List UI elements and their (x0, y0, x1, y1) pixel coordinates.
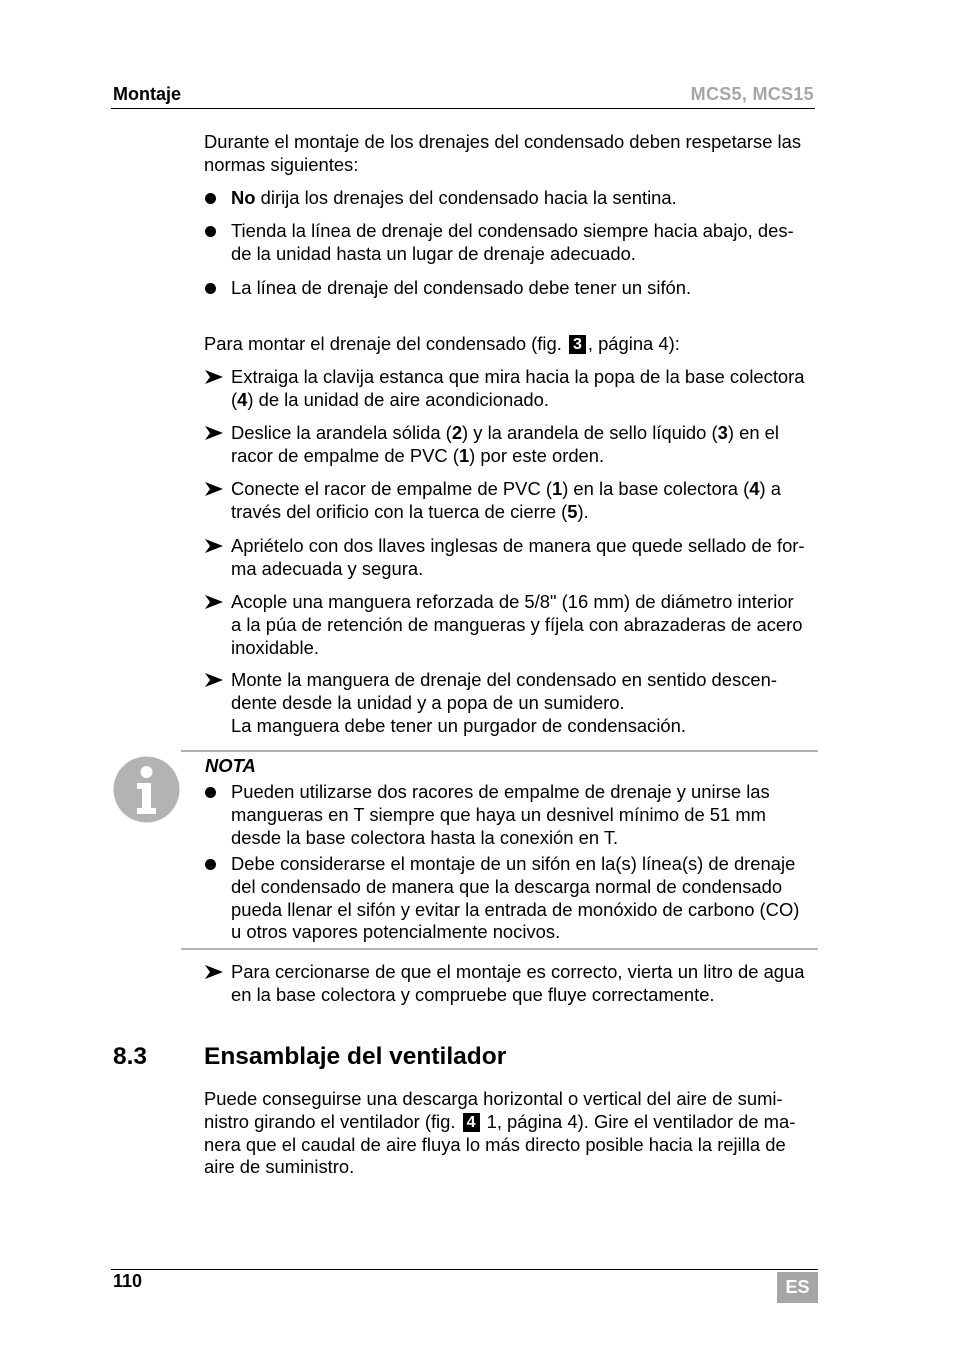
rule-text: dirija los drenajes del condensado hacia la sentina. (255, 187, 677, 208)
note-text-line: u otros vapores potencialmente nocivos. (231, 921, 561, 943)
rule-strong: No (231, 187, 256, 208)
info-icon (113, 756, 180, 823)
procedure-intro-text: Para montar el drenaje del condensado (fig. (204, 333, 567, 354)
note-title: NOTA (205, 755, 256, 776)
bullet-icon (205, 283, 216, 294)
footer-rule (111, 1269, 818, 1270)
section-text-line: nera que el caudal de aire fluya lo más directo posible hacia la rejilla de (204, 1133, 786, 1155)
step-text-line: Extraiga la clavija estanca que mira hacia la popa de la base colectora (231, 366, 805, 387)
step-item (204, 422, 820, 470)
step-text-line: Para cercionarse de que el montaje es correcto, vierta un litro de agua (231, 961, 805, 982)
arrow-icon (204, 538, 224, 554)
step-item (204, 366, 820, 414)
step-text-line: Monte la manguera de drenaje del condensado en sentido descen- (231, 669, 777, 690)
step-text-line: Acople una manguera reforzada de 5/8" (16 mm) de diámetro interior (231, 591, 794, 612)
header-rule (111, 108, 815, 109)
section-text-line: nistro girando el ventilador (fig. 4 1, página 4). Gire el ventilador de ma- (204, 1110, 796, 1132)
note-item (204, 853, 820, 945)
section-text-line: aire de suministro. (204, 1156, 355, 1178)
arrow-icon (204, 594, 224, 610)
step-item (204, 591, 820, 661)
rule-text-line: de la unidad hasta un lugar de drenaje adecuado. (231, 242, 636, 264)
header-model: MCS5, MCS15 (690, 84, 814, 104)
step-text-line: (4) de la unidad de aire acondicionado. (231, 388, 549, 410)
note-text-line: pueda llenar el sifón y evitar la entrada de monóxido de carbono (CO) (231, 898, 800, 920)
step-text-line: dente desde la unidad y a popa de un sumidero. (231, 691, 625, 713)
note-text-line: del condensado de manera que la descarga normal de condensado (231, 875, 783, 897)
arrow-icon (204, 369, 224, 385)
step-text-line: Deslice la arandela sólida (2) y la arandela de sello líquido (3) en el (231, 422, 779, 443)
note-text-line: desde la base colectora hasta la conexión en T. (231, 826, 619, 848)
step-text-line: inoxidable. (231, 636, 319, 658)
step-text-line: La manguera debe tener un purgador de condensación. (231, 714, 686, 736)
bullet-icon (205, 859, 216, 870)
bullet-icon (205, 193, 216, 204)
section-paragraph (204, 1088, 820, 1179)
procedure-intro (204, 333, 820, 356)
note-bottom-rule (181, 948, 818, 950)
note-text-line: Debe considerarse el montaje de un sifón en la(s) línea(s) de drenaje (231, 853, 796, 874)
section-text-line: Puede conseguirse una descarga horizontal o vertical del aire de sumi- (204, 1088, 783, 1109)
arrow-icon (204, 964, 224, 980)
bullet-icon (205, 787, 216, 798)
rule-text-line: Tienda la línea de drenaje del condensado siempre hacia abajo, des- (231, 220, 794, 241)
step-item (204, 478, 820, 526)
arrow-icon (204, 425, 224, 441)
step-text-line: través del orificio con la tuerca de cierre (5). (231, 500, 589, 522)
step-item (204, 535, 820, 583)
step-text-line: racor de empalme de PVC (1) por este orden. (231, 444, 605, 466)
intro-paragraph: Durante el montaje de los drenajes del condensado deben respetarse las normas siguientes: (204, 131, 802, 175)
arrow-icon (204, 481, 224, 497)
step-text-line: Conecte el racor de empalme de PVC (1) en la base colectora (4) a (231, 478, 781, 499)
step-item (204, 669, 820, 739)
header-section-title: Montaje (113, 84, 182, 104)
procedure-intro-text: , página 4): (587, 333, 680, 354)
rule-text: La línea de drenaje del condensado debe tener un sifón. (231, 277, 692, 298)
rule-item (204, 277, 820, 301)
rule-item (204, 220, 820, 268)
rule-item (204, 187, 820, 211)
note-text-line: Pueden utilizarse dos racores de empalme de drenaje y unirse las (231, 781, 770, 802)
section-title: Ensamblaje del ventilador (204, 1043, 507, 1070)
figure-ref-badge: 3 (569, 335, 586, 354)
figure-ref-badge: 4 (463, 1113, 480, 1132)
arrow-icon (204, 672, 224, 688)
bullet-icon (205, 226, 216, 237)
step-text-line: Apriételo con dos llaves inglesas de manera que quede sellado de for- (231, 535, 805, 556)
section-number: 8.3 (113, 1043, 148, 1070)
step-text-line: ma adecuada y segura. (231, 557, 424, 579)
language-badge: ES (777, 1272, 818, 1303)
page-number: 110 (113, 1271, 143, 1291)
note-top-rule (181, 750, 818, 752)
step-item (204, 961, 820, 1009)
step-text-line: a la púa de retención de mangueras y fíjela con abrazaderas de acero (231, 613, 803, 635)
step-text-line: en la base colectora y compruebe que fluye correctamente. (231, 983, 715, 1005)
note-text-line: mangueras en T siempre que haya un desnivel mínimo de 51 mm (231, 803, 766, 825)
note-item (204, 781, 820, 851)
